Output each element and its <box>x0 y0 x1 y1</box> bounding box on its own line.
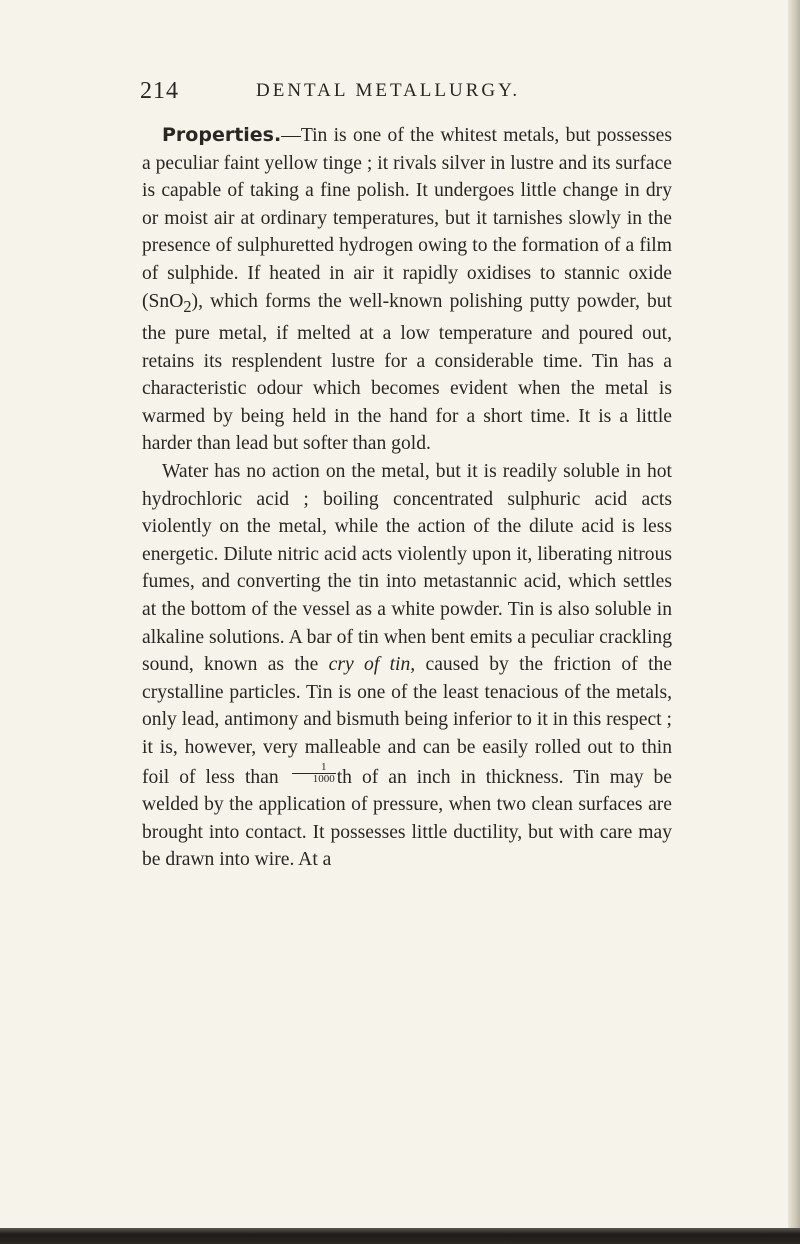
paragraph-text: caused by the friction of the crystalline particles. Tin is one of the least tenacious of the metals, only lead, antimony and bismuth being inferior to it in this respect ; it is, however, very malleable and can be easily rolled out to thin foil of less than <box>142 654 673 788</box>
fraction-suffix: th <box>336 766 352 788</box>
paragraph-text: —Tin is one of the whitest metals, but possesses a peculiar faint yellow tinge ; it rivals silver in lustre and its surface is capable of taking a fine polish. It undergoes little change in dry or moist air at ordinary temperatures, but it tarnishes slowly in the presence of sulphuretted hydrogen owing to the formation of a film of sulphide. If heated in air it rapidly oxidises to stannic oxide (SnO <box>142 125 672 312</box>
paragraph-water-action <box>142 458 672 874</box>
paragraph-properties <box>142 122 672 458</box>
fraction-denominator: 1000 <box>312 772 335 785</box>
page-number: 214 <box>140 78 179 104</box>
page-edge-shadow <box>788 0 800 1244</box>
paragraph-text: ), which forms the well-known polishing putty powder, but the pure metal, if melted at a low temperature and poured out, retains its resplendent lustre for a considerable time. Tin has a characteristic odour which becomes evident when the metal is warmed by being held in the hand for a short time. It is a little harder than lead but softer than gold. <box>142 290 672 455</box>
paragraph-text: of an inch in thickness. Tin may be welded by the application of pressure, when two clean surfaces are brought into contact. It possesses little ductility, but with care may be drawn into wire. At a <box>142 766 672 871</box>
chemical-subscript: 2 <box>183 296 192 316</box>
paragraph-text: Water has no action on the metal, but it is readily soluble in hot hydrochloric acid ; boiling concentrated sulphuric acid acts violently on the metal, while the action of the dilute acid is less energetic. Dilute nitric acid acts violently upon it, liberating nitrous fumes, and converting the tin into metastannic acid, which settles at the bottom of the vessel as a white powder. Tin is also soluble in alkaline solutions. A bar of tin when bent emits a peculiar crackling sound, known as the <box>142 461 672 676</box>
page-header <box>140 78 680 108</box>
fraction-numerator: 1 <box>292 762 336 774</box>
section-title: Properties. <box>162 124 282 146</box>
body-text <box>142 122 672 874</box>
running-head: DENTAL METALLURGY. <box>256 80 521 101</box>
page-bottom-edge <box>0 1228 800 1244</box>
fraction <box>292 762 336 785</box>
italic-term: cry of tin, <box>328 654 416 676</box>
